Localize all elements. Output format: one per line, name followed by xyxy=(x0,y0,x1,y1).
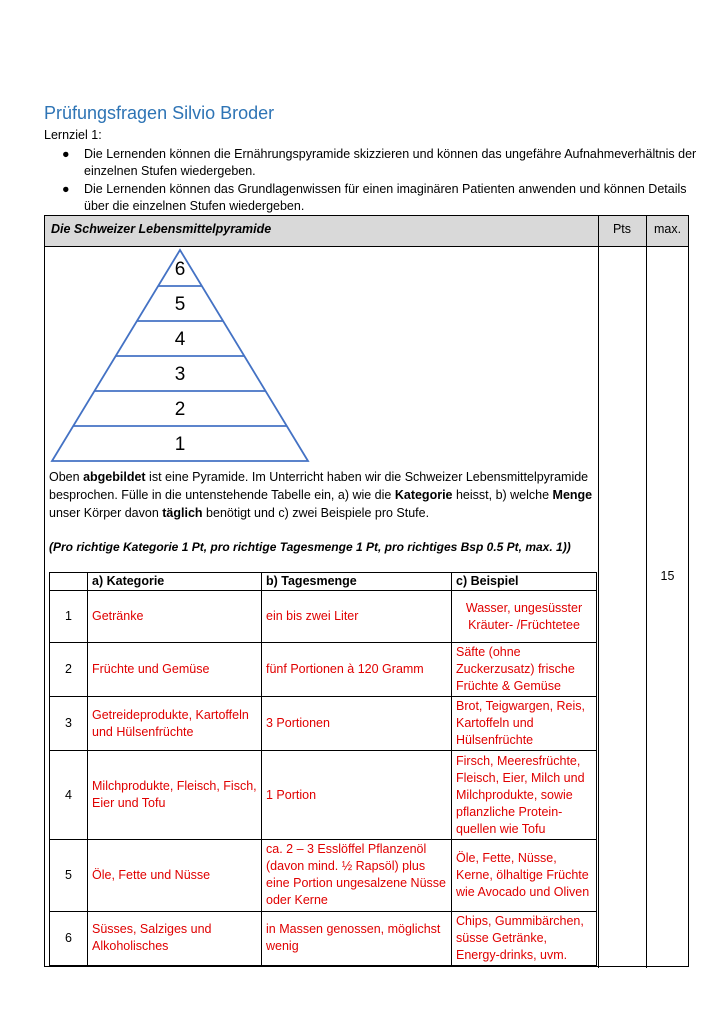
answer-table xyxy=(49,572,597,966)
level-number: 1 xyxy=(50,591,88,643)
table-header-row xyxy=(50,573,597,591)
column-header xyxy=(50,573,88,591)
pyramid-level-label: 5 xyxy=(174,294,186,315)
text-run: ist eine Pyramide. Im Unterricht haben wir die Schweizer Lebensmittelpyramide besprochen. Fülle in die untenstehende Tabelle ein, a) wie die xyxy=(49,470,589,502)
food-pyramid xyxy=(50,248,310,464)
example-cell: Firsch, Meeresfrüchte, Fleisch, Eier, Milch und Milchprodukte, sowie pflanzliche Protein-quellen wie Tofu xyxy=(452,751,597,839)
bullet-icon: ● xyxy=(62,147,70,161)
max-score: 15 xyxy=(660,569,675,583)
bullet-icon: ● xyxy=(62,182,70,196)
example-cell: Öle, Fette, Nüsse, Kerne, ölhaltige Früchte wie Avocado und Oliven xyxy=(452,839,597,911)
learning-goals-list xyxy=(62,146,702,216)
text-run: benötigt und c) zwei Beispiele pro Stufe. xyxy=(202,506,430,520)
level-number: 5 xyxy=(50,839,88,911)
text-run: Oben xyxy=(49,470,84,484)
amount-cell: in Massen genossen, möglichst wenig xyxy=(262,911,452,965)
category-cell: Getränke xyxy=(88,591,262,643)
category-cell: Früchte und Gemüse xyxy=(88,643,262,697)
text-run: unser Körper davon xyxy=(49,506,163,520)
category-cell: Milchprodukte, Fleisch, Fisch, Eier und Tofu xyxy=(88,751,262,839)
amount-cell: ein bis zwei Liter xyxy=(262,591,452,643)
pyramid-level-label: 3 xyxy=(174,364,186,385)
scoring-note: (Pro richtige Kategorie 1 Pt, pro richtige Tagesmenge 1 Pt, pro richtiges Bsp 0.5 Pt, max. 1)) xyxy=(49,540,571,554)
table-row xyxy=(50,751,597,839)
learning-goal-label: Lernziel 1: xyxy=(44,128,102,142)
bold-text: täglich xyxy=(162,506,203,520)
bullet-text: Die Lernenden können die Ernährungspyramide skizzieren und können das ungefähre Aufnahmeverhältnis der einzelnen Stufen wiedergeben. xyxy=(84,147,697,178)
bullet-text: Die Lernenden können das Grundlagenwissen für einen imaginären Patienten anwenden und können Details über die einzelnen Stufen wiedergeben. xyxy=(84,182,687,213)
amount-cell: fünf Portionen à 120 Gramm xyxy=(262,643,452,697)
pyramid-level-label: 2 xyxy=(174,399,186,420)
table-row xyxy=(50,839,597,911)
category-cell: Süsses, Salziges und Alkoholisches xyxy=(88,911,262,965)
level-number: 2 xyxy=(50,643,88,697)
max-column-label: max. xyxy=(653,222,682,236)
category-cell: Getreideprodukte, Kartoffeln und Hülsenfrüchte xyxy=(88,697,262,751)
table-row xyxy=(50,643,597,697)
level-number: 4 xyxy=(50,751,88,839)
bold-text: abgebildet xyxy=(83,470,146,484)
points-column-label: Pts xyxy=(612,222,632,236)
amount-cell: 3 Portionen xyxy=(262,697,452,751)
example-cell: Wasser, ungesüsster Kräuter- /Früchtetee xyxy=(452,591,597,643)
example-cell: Säfte (ohne Zuckerzusatz) frische Früchte & Gemüse xyxy=(452,643,597,697)
column-header: c) Beispiel xyxy=(452,573,597,591)
question-header xyxy=(45,216,688,247)
column-header: a) Kategorie xyxy=(88,573,262,591)
question-box xyxy=(44,215,689,967)
column-divider xyxy=(646,216,647,968)
question-text xyxy=(49,468,595,522)
table-row xyxy=(50,697,597,751)
table-row xyxy=(50,591,597,643)
example-cell: Brot, Teigwargen, Reis, Kartoffeln und Hülsenfrüchte xyxy=(452,697,597,751)
list-item xyxy=(62,181,702,215)
bold-text: Menge xyxy=(552,488,593,502)
pyramid-level-label: 1 xyxy=(174,434,186,455)
page-title: Prüfungsfragen Silvio Broder xyxy=(44,103,275,123)
pyramid-level-label: 6 xyxy=(174,259,186,280)
question-title: Die Schweizer Lebensmittelpyramide xyxy=(51,222,272,236)
pyramid-level-label: 4 xyxy=(174,329,186,350)
amount-cell: ca. 2 – 3 Esslöffel Pflanzenöl (davon mind. ½ Rapsöl) plus eine Portion ungesalzene Nüsse oder Kerne xyxy=(262,839,452,911)
amount-cell: 1 Portion xyxy=(262,751,452,839)
table-row xyxy=(50,911,597,965)
list-item xyxy=(62,146,702,180)
category-cell: Öle, Fette und Nüsse xyxy=(88,839,262,911)
column-header: b) Tagesmenge xyxy=(262,573,452,591)
level-number: 6 xyxy=(50,911,88,965)
level-number: 3 xyxy=(50,697,88,751)
column-divider xyxy=(598,216,599,968)
text-run: heisst, b) welche xyxy=(452,488,553,502)
bold-text: Kategorie xyxy=(394,488,453,502)
example-cell: Chips, Gummibärchen, süsse Getränke, Energy-drinks, uvm. xyxy=(452,911,597,965)
